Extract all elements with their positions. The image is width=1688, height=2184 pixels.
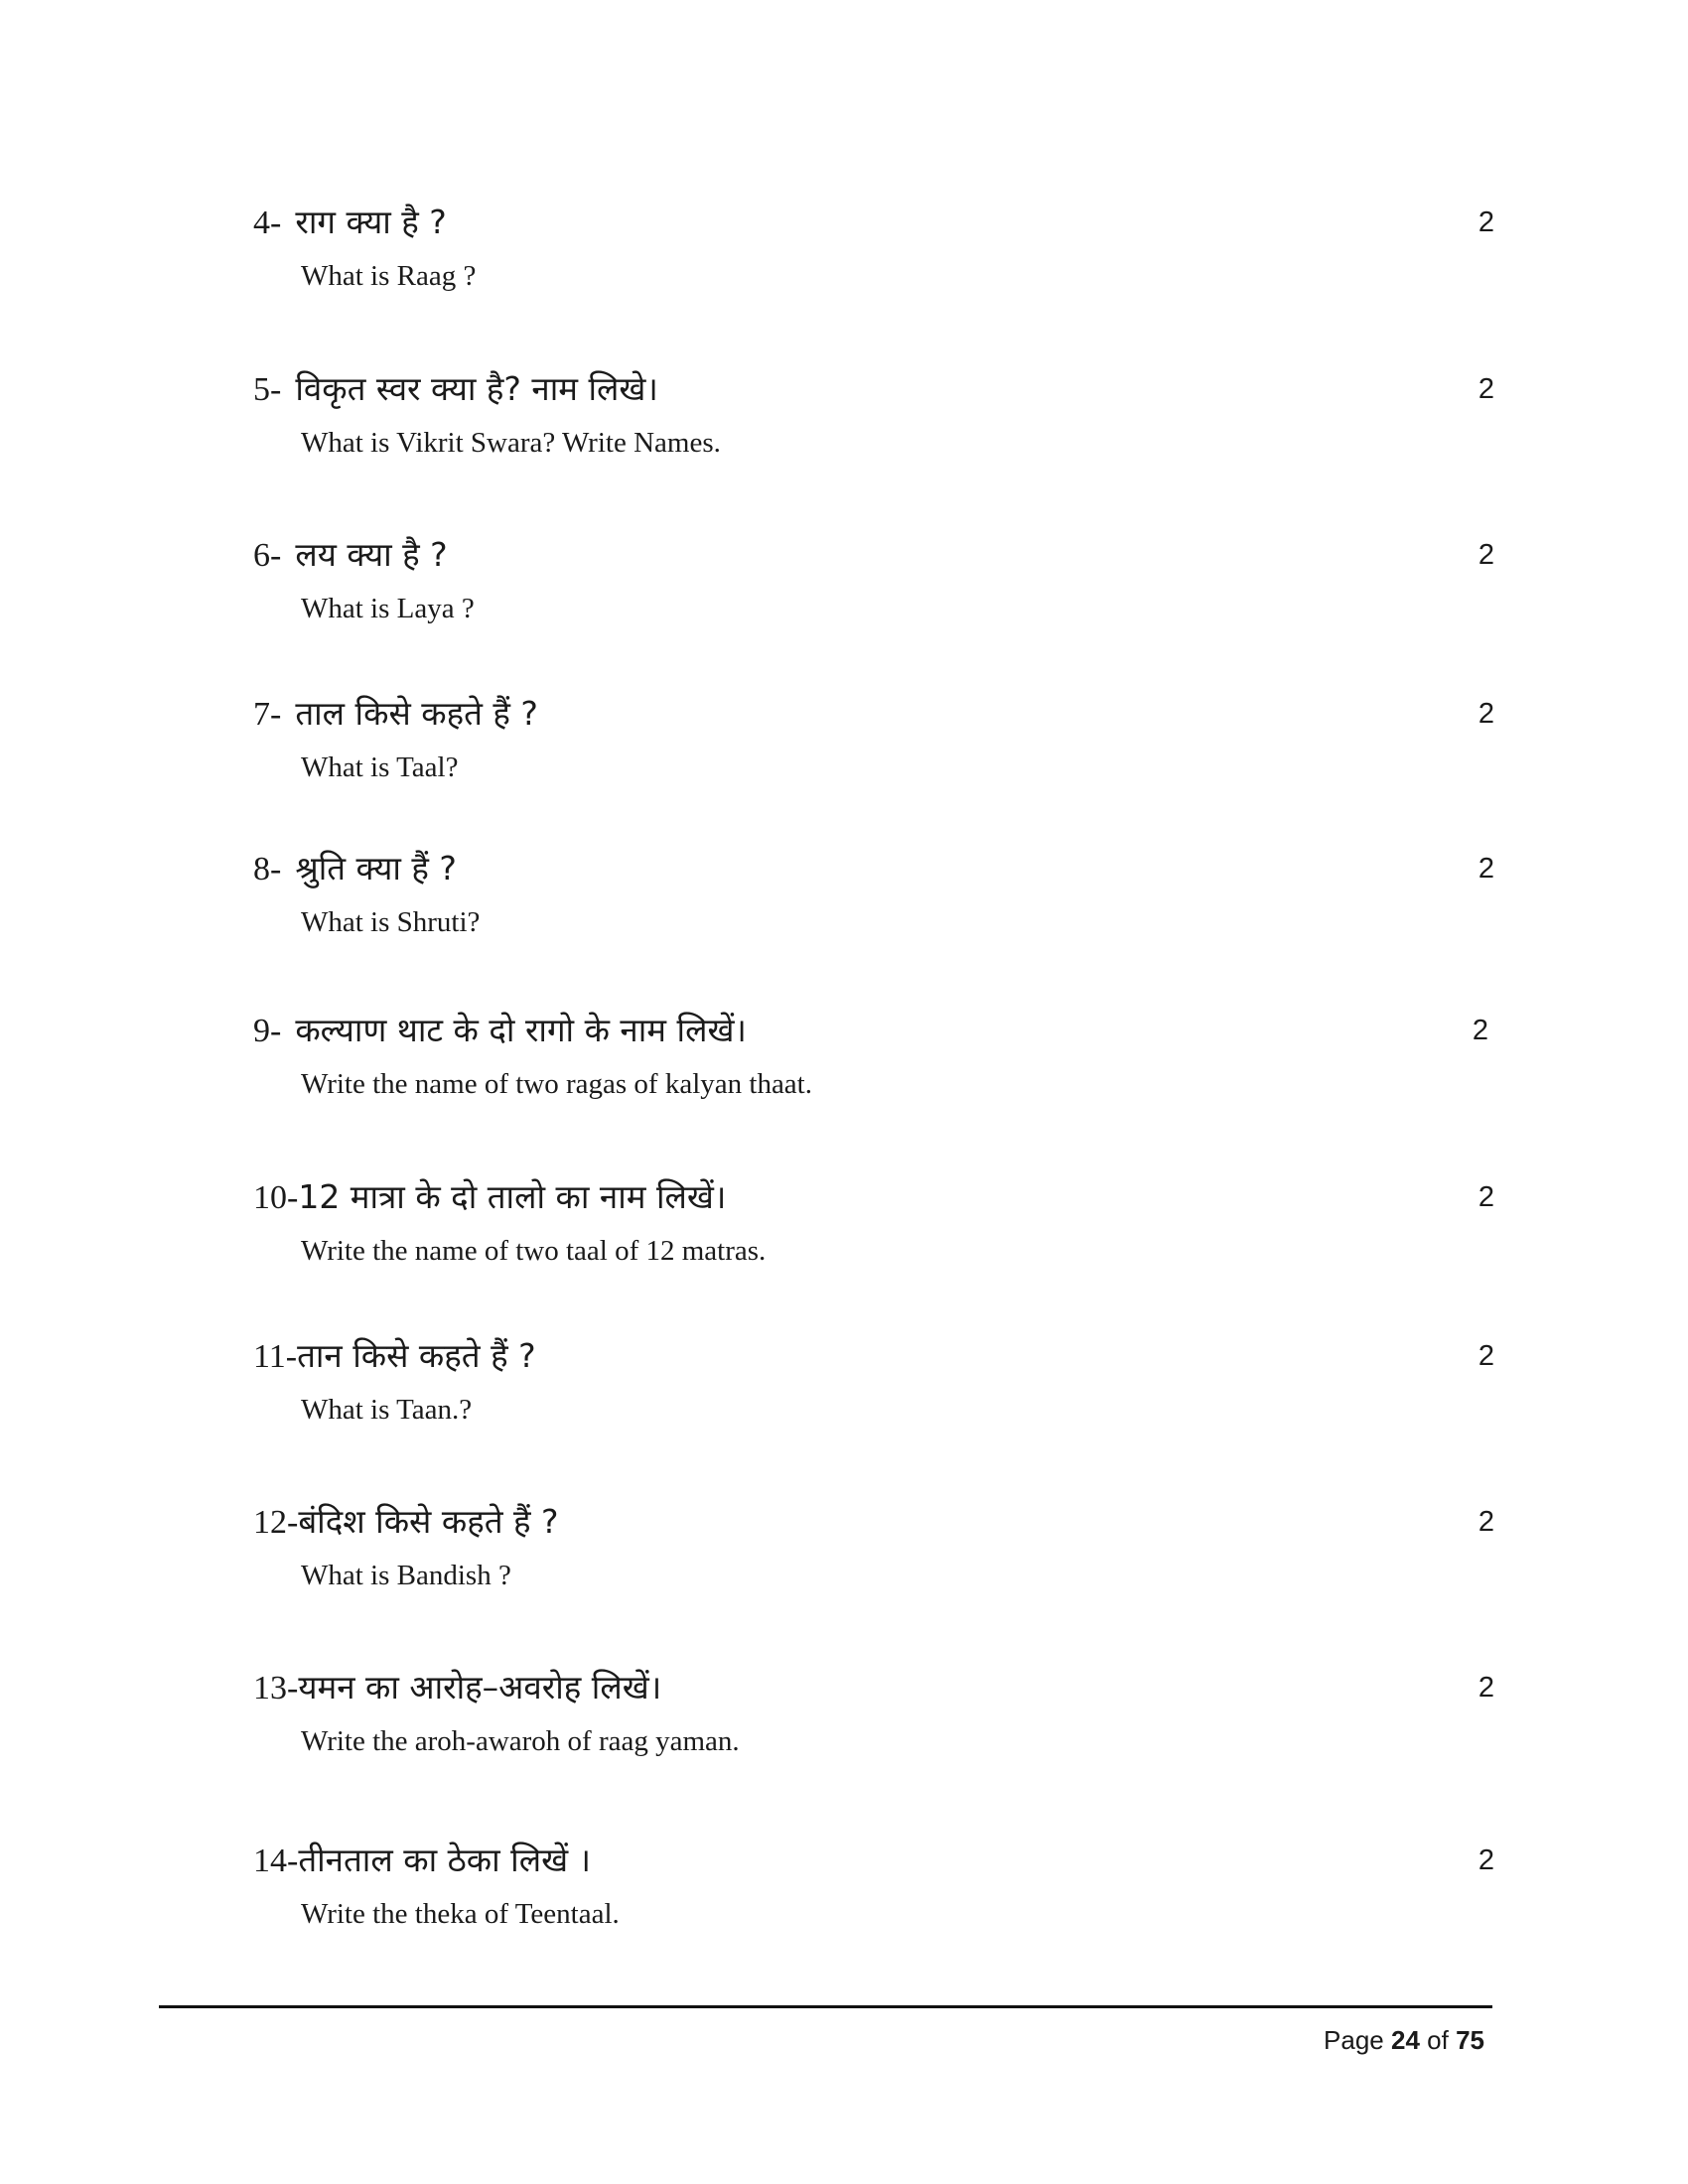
question-english: Write the aroh-awaroh of raag yaman. (301, 1725, 740, 1757)
footer-divider (159, 2005, 1492, 2008)
question-12 (253, 1494, 1494, 1595)
question-line (253, 1328, 1494, 1384)
question-number: 10- (253, 1179, 299, 1216)
question-english: Write the theka of Teentaal. (301, 1898, 620, 1930)
question-number: 9- (253, 1013, 282, 1049)
question-marks: 2 (1477, 1506, 1494, 1538)
question-english: What is Vikrit Swara? Write Names. (301, 427, 721, 459)
question-hindi-text: श्रुति क्या हैं ? (295, 849, 457, 887)
question-line (253, 1494, 1494, 1550)
question-line (253, 195, 1494, 250)
question-hindi (253, 527, 448, 584)
question-hindi-text: 12 मात्रा के दो तालो का नाम लिखें। (298, 1177, 727, 1216)
question-line (253, 686, 1494, 742)
question-hindi-text: बंदिश किसे कहते हैं ? (298, 1502, 559, 1541)
question-number: 13- (253, 1670, 299, 1706)
question-english: What is Taal? (301, 751, 459, 783)
question-english: What is Taan.? (301, 1394, 473, 1426)
question-marks: 2 (1477, 1340, 1494, 1372)
question-english: What is Raag ? (301, 260, 477, 292)
question-marks: 2 (1472, 1015, 1488, 1046)
total-pages: 75 (1456, 2025, 1484, 2055)
question-number: 14- (253, 1843, 299, 1879)
question-english: What is Laya ? (301, 593, 475, 624)
question-hindi (253, 1003, 747, 1059)
page-label: Page (1324, 2025, 1384, 2055)
question-marks: 2 (1477, 1181, 1494, 1213)
question-hindi (253, 361, 658, 418)
question-line (253, 841, 1494, 896)
question-line (253, 361, 1494, 417)
question-hindi (253, 1660, 661, 1716)
question-english: Write the name of two ragas of kalyan thaat. (301, 1068, 812, 1100)
question-hindi-text: विकृत स्वर क्या है? नाम लिखे। (295, 369, 658, 408)
question-hindi (253, 1833, 591, 1889)
question-marks: 2 (1477, 373, 1494, 405)
question-hindi-text: लय क्या है ? (295, 535, 448, 574)
question-line (253, 527, 1494, 583)
question-hindi-text: यमन का आरोह–अवरोह लिखें। (298, 1668, 662, 1706)
question-marks: 2 (1477, 853, 1494, 885)
question-10 (253, 1169, 1494, 1271)
page-number: 24 (1391, 2025, 1420, 2055)
question-hindi-text: तीनताल का ठेका लिखें । (298, 1841, 592, 1879)
question-hindi-text: राग क्या है ? (295, 203, 447, 241)
question-hindi (253, 1494, 559, 1551)
question-marks: 2 (1477, 1844, 1494, 1876)
question-hindi (253, 686, 538, 743)
question-4 (253, 195, 1494, 296)
question-13 (253, 1660, 1494, 1761)
question-number: 11- (253, 1338, 298, 1375)
question-number: 5- (253, 371, 282, 408)
question-number: 4- (253, 205, 282, 241)
question-number: 12- (253, 1504, 299, 1541)
question-hindi-text: तान किसे कहते हैं ? (297, 1336, 536, 1375)
question-line (253, 1003, 1494, 1058)
question-line (253, 1660, 1494, 1715)
question-number: 8- (253, 851, 282, 887)
question-hindi (253, 1169, 726, 1226)
question-hindi (253, 195, 447, 251)
question-line (253, 1169, 1494, 1225)
question-marks: 2 (1477, 698, 1494, 730)
question-6 (253, 527, 1494, 628)
question-number: 6- (253, 537, 282, 574)
question-7 (253, 686, 1494, 787)
question-english: What is Shruti? (301, 906, 481, 938)
question-hindi-text: कल्याण थाट के दो रागो के नाम लिखें। (295, 1011, 747, 1049)
question-hindi (253, 1328, 536, 1385)
question-marks: 2 (1477, 206, 1494, 238)
of-label: of (1427, 2025, 1449, 2055)
question-11 (253, 1328, 1494, 1430)
page-footer (1324, 2023, 1484, 2057)
question-english: Write the name of two taal of 12 matras. (301, 1235, 767, 1267)
question-hindi (253, 841, 457, 897)
question-8 (253, 841, 1494, 942)
question-hindi-text: ताल किसे कहते हैं ? (295, 694, 538, 733)
question-9 (253, 1003, 1494, 1104)
question-marks: 2 (1477, 1672, 1494, 1704)
question-line (253, 1833, 1494, 1888)
question-5 (253, 361, 1494, 463)
question-14 (253, 1833, 1494, 1934)
question-marks: 2 (1477, 539, 1494, 571)
question-english: What is Bandish ? (301, 1560, 511, 1591)
question-number: 7- (253, 696, 282, 733)
